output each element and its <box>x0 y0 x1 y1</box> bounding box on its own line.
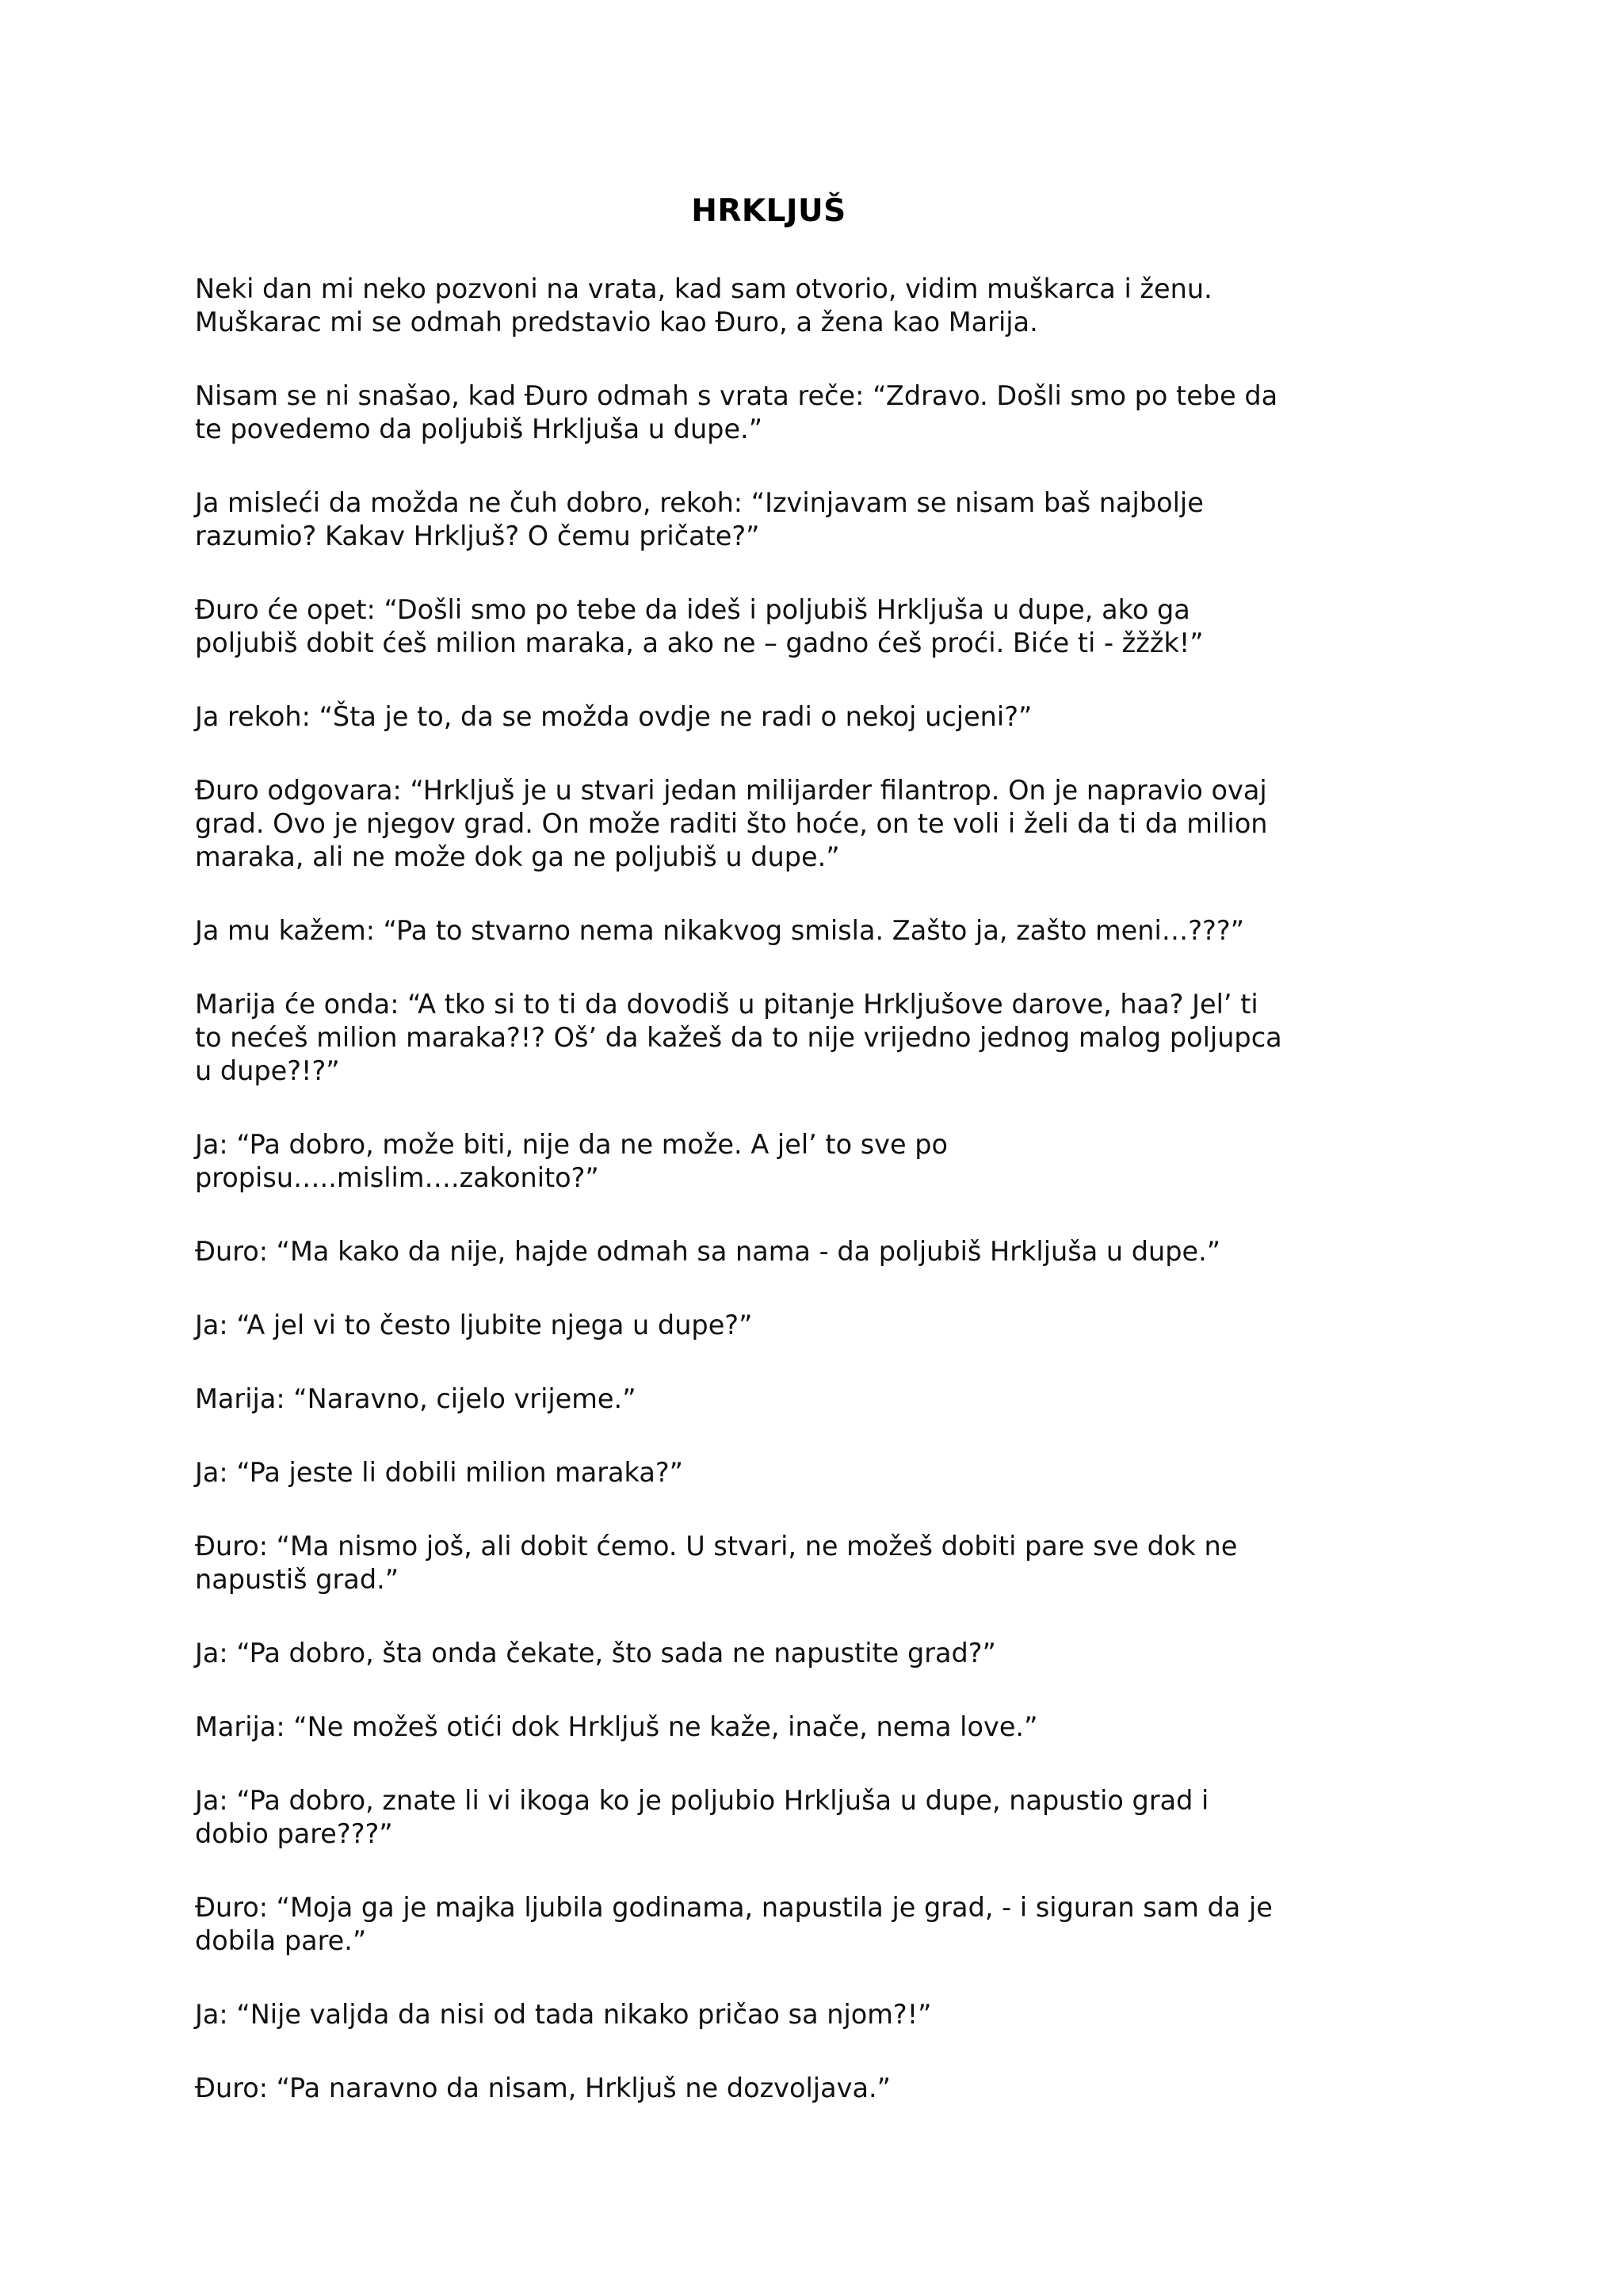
paragraph: Đuro: “Pa naravno da nisam, Hrkljuš ne dozvoljava.” <box>195 2073 891 2103</box>
paragraph: Ja mu kažem: “Pa to stvarno nema nikakvog smisla. Zašto ja, zašto meni…???” <box>195 915 1244 946</box>
document-title: HRKLJUŠ <box>691 193 846 229</box>
paragraph: Ja: “Pa dobro, znate li vi ikoga ko je poljubio Hrkljuša u dupe, napustio grad i dobio pare???” <box>195 1785 1209 1849</box>
paragraph: Ja: “A jel vi to često ljubite njega u dupe?” <box>195 1310 753 1341</box>
paragraph: Marija će onda: “A tko si to ti da dovodiš u pitanje Hrkljušove darove, haa? Jel’ ti to nećeš milion maraka?!? Oš’ da kažeš da to nije vrijedno jednog malog poljupca u dupe?!?” <box>195 989 1282 1086</box>
document-body <box>195 273 1344 2145</box>
paragraph: Đuro će opet: “Došli smo po tebe da ideš i poljubiš Hrkljuša u dupe, ako ga poljubiš dobit ćeš milion maraka, a ako ne – gadno ćeš proći. Biće ti - žžžk!” <box>195 594 1204 658</box>
paragraph: Ja rekoh: “Šta je to, da se možda ovdje ne radi o nekoj ucjeni?” <box>195 701 1033 732</box>
paragraph: Ja misleći da možda ne čuh dobro, rekoh: “Izvinjavam se nisam baš najbolje razumio? Kakav Hrkljuš? O čemu pričate?” <box>195 487 1204 551</box>
paragraph: Marija: “Naravno, cijelo vrijeme.” <box>195 1383 636 1414</box>
paragraph: Đuro: “Ma kako da nije, hajde odmah sa nama - da poljubiš Hrkljuša u dupe.” <box>195 1236 1221 1267</box>
paragraph: Đuro: “Ma nismo još, ali dobit ćemo. U stvari, ne možeš dobiti pare sve dok ne napustiš grad.” <box>195 1531 1238 1595</box>
paragraph: Ja: “Pa dobro, šta onda čekate, što sada ne napustite grad?” <box>195 1638 996 1669</box>
paragraph: Neki dan mi neko pozvoni na vrata, kad sam otvorio, vidim muškarca i ženu. Muškarac mi se odmah predstavio kao Đuro, a žena kao Marija. <box>195 273 1212 338</box>
paragraph: Ja: “Pa dobro, može biti, nije da ne može. A jel’ to sve po propisu…..mislim….zakonito?” <box>195 1129 949 1193</box>
paragraph: Ja: “Nije valjda da nisi od tada nikako pričao sa njom?!” <box>195 1999 932 2030</box>
paragraph: Ja: “Pa jeste li dobili milion maraka?” <box>195 1457 684 1488</box>
paragraph: Đuro odgovara: “Hrkljuš je u stvari jedan milijarder filantrop. On je napravio ovaj grad. Ovo je njegov grad. On može raditi što hoće, on te voli i želi da ti da milion maraka, ali ne može dok ga ne poljubiš u dupe.” <box>195 775 1268 872</box>
paragraph: Đuro: “Moja ga je majka ljubila godinama, napustila je grad, - i siguran sam da je dobila pare.” <box>195 1892 1273 1956</box>
paragraph: Marija: “Ne možeš otići dok Hrkljuš ne kaže, inače, nema love.” <box>195 1711 1038 1742</box>
paragraph: Nisam se ni snašao, kad Đuro odmah s vrata reče: “Zdravo. Došli smo po tebe da te povedemo da poljubiš Hrkljuša u dupe.” <box>195 380 1278 444</box>
